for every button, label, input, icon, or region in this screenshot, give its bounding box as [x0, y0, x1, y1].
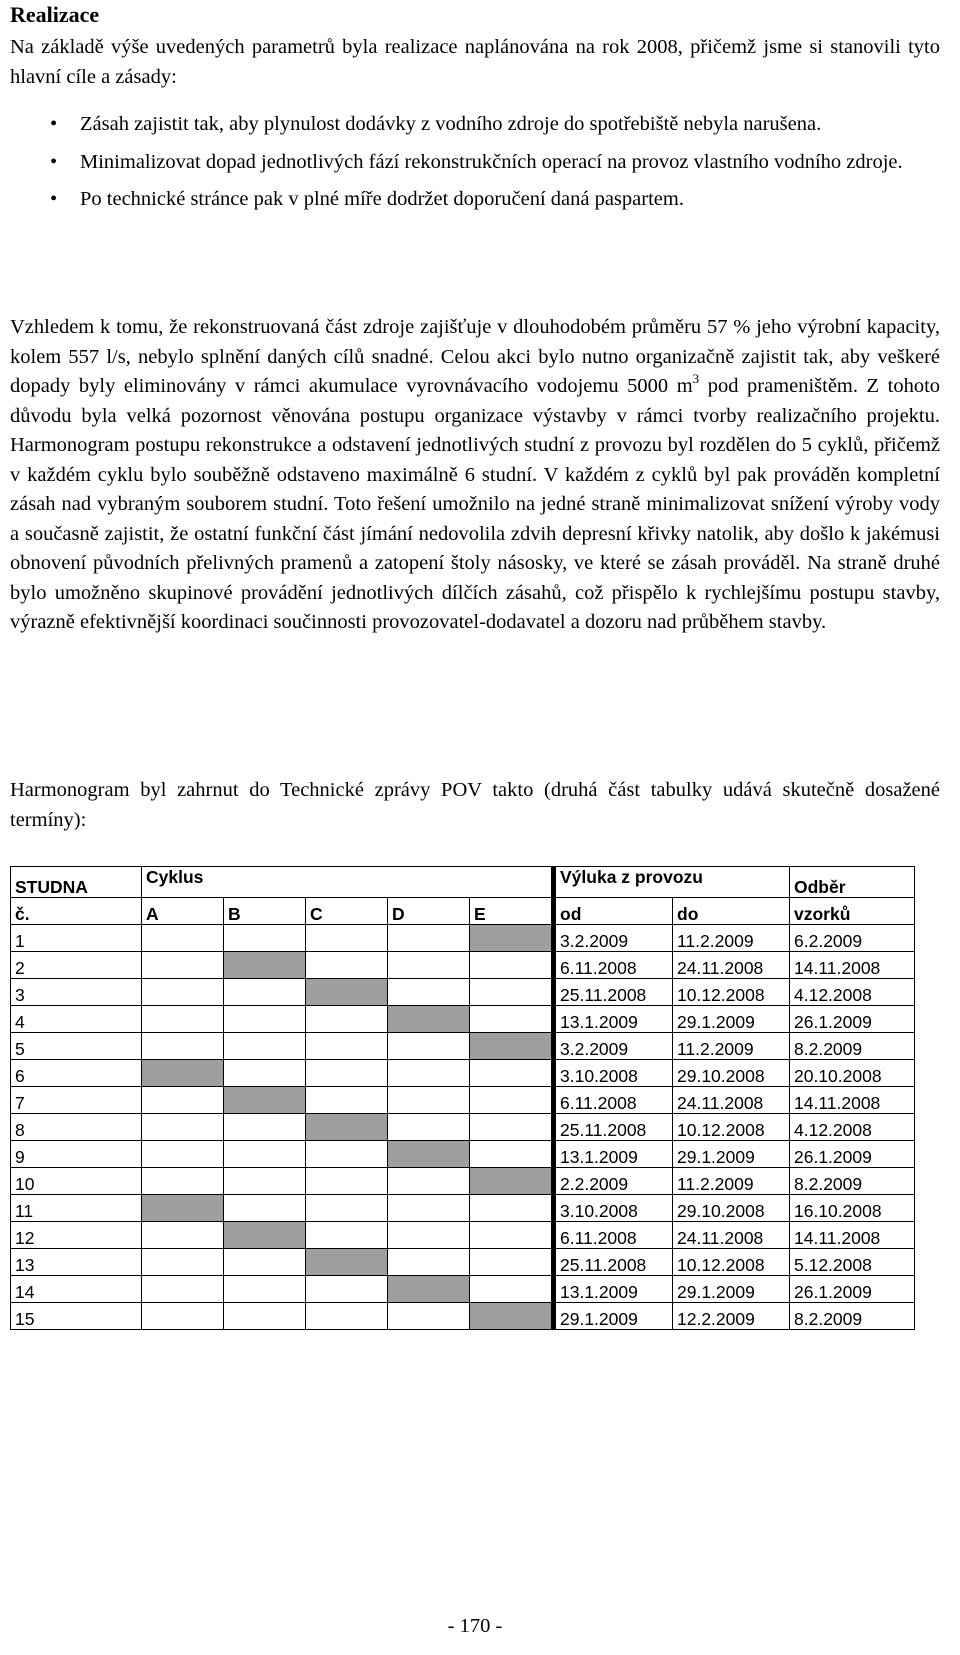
cell-cycle-d	[388, 1222, 470, 1249]
cell-cycle-b	[224, 1141, 306, 1168]
cell-odber: 26.1.2009	[790, 1276, 915, 1303]
body-text-part1: Vzhledem k tomu, že rekonstruovaná část zdroje zajišťuje v dlouhodobém průměru 57 % jeho výrobní kapacity, kolem 557 l/s, nebylo splnění daných cílů snadné. Celou akci bylo nutno organizačně zajistit tak, aby veškeré dopady byly eliminovány v rámci akumulace vyrovnávacího vodojemu 5000 m	[10, 316, 940, 397]
cell-cycle-d	[388, 1006, 470, 1033]
cell-cycle-d	[388, 1276, 470, 1303]
cell-do: 29.1.2009	[673, 1276, 790, 1303]
cell-studna: 3	[11, 979, 142, 1006]
cell-cycle-e	[470, 1087, 554, 1114]
cell-odber: 8.2.2009	[790, 1033, 915, 1060]
cell-cycle-d	[388, 1195, 470, 1222]
cell-odber: 4.12.2008	[790, 979, 915, 1006]
schedule-table	[10, 866, 915, 1330]
cell-cycle-e	[470, 1033, 554, 1060]
goal-item	[10, 148, 940, 178]
cell-cycle-d	[388, 952, 470, 979]
cell-cycle-e	[470, 952, 554, 979]
cell-cycle-d	[388, 1141, 470, 1168]
cell-do: 24.11.2008	[673, 1087, 790, 1114]
cell-cycle-b	[224, 952, 306, 979]
cell-cycle-a	[142, 1195, 224, 1222]
cell-cycle-e	[470, 1060, 554, 1087]
superscript-cubic: 3	[692, 371, 700, 386]
cell-cycle-b	[224, 1303, 306, 1330]
cell-cycle-e	[470, 1249, 554, 1276]
cell-studna: 8	[11, 1114, 142, 1141]
cell-studna: 13	[11, 1249, 142, 1276]
cell-do: 24.11.2008	[673, 1222, 790, 1249]
cell-cycle-e	[470, 1006, 554, 1033]
cell-cycle-b	[224, 1114, 306, 1141]
cell-do: 10.12.2008	[673, 979, 790, 1006]
goal-text: Zásah zajistit tak, aby plynulost dodávky z vodního zdroje do spotřebiště nebyla narušena.	[80, 113, 822, 135]
header-do: do	[673, 898, 790, 925]
header-cycle-d: D	[388, 898, 470, 925]
cell-od: 25.11.2008	[554, 1114, 673, 1141]
cell-cycle-a	[142, 1249, 224, 1276]
cell-cycle-a	[142, 952, 224, 979]
cell-od: 2.2.2009	[554, 1168, 673, 1195]
cell-cycle-b	[224, 1222, 306, 1249]
cell-cycle-a	[142, 1303, 224, 1330]
cell-cycle-b	[224, 1006, 306, 1033]
cell-do: 24.11.2008	[673, 952, 790, 979]
cell-cycle-a	[142, 1222, 224, 1249]
table-row	[11, 1303, 915, 1330]
body-text-part2: pod prameništěm. Z tohoto důvodu byla velká pozornost věnována postupu organizace výstavby v rámci tvorby realizačního projektu. Harmonogram postupu rekonstrukce a odstavení jednotlivých studní z provozu byl rozdělen do 5 cyklů, přičemž v každém cyklu bylo souběžně odstaveno maximálně 6 studní. V každém z cyklů byl pak prováděn kompletní zásah nad vybraným souborem studní. Toto řešení umožnilo na jedné straně minimalizovat snížení výroby vody a současně zajistit, že ostatní funkční část jímání nedovolila zdvih depresní křivky natolik, aby došlo k jakémusi obnovení původních přelivných pramenů a zatopení štoly násosky, ve které se zásah prováděl. Na straně druhé bylo umožněno skupinové provádění jednotlivých dílčích zásahů, což přispělo k rychlejšímu postupu stavby, výrazně efektivnější koordinaci součinnosti provozovatel-dodavatel a dozoru nad průběhem stavby.	[10, 375, 941, 633]
section-heading: Realizace	[10, 2, 100, 27]
goals-list	[10, 110, 940, 223]
goal-item	[10, 110, 940, 140]
cell-cycle-c	[306, 1303, 388, 1330]
header-cycle-c: C	[306, 898, 388, 925]
header-cycle-a: A	[142, 898, 224, 925]
cell-cycle-c	[306, 1195, 388, 1222]
table-body	[11, 925, 915, 1330]
bullet-icon: •	[50, 188, 58, 210]
cell-od: 13.1.2009	[554, 1141, 673, 1168]
cell-cycle-e	[470, 1168, 554, 1195]
cell-odber: 4.12.2008	[790, 1114, 915, 1141]
cell-cycle-c	[306, 1141, 388, 1168]
cell-od: 3.2.2009	[554, 1033, 673, 1060]
cell-cycle-c	[306, 1060, 388, 1087]
cell-do: 10.12.2008	[673, 1114, 790, 1141]
cell-odber: 16.10.2008	[790, 1195, 915, 1222]
cell-studna: 12	[11, 1222, 142, 1249]
cell-cycle-e	[470, 1141, 554, 1168]
cell-odber: 14.11.2008	[790, 1222, 915, 1249]
cell-do: 29.1.2009	[673, 1006, 790, 1033]
table-row	[11, 979, 915, 1006]
cell-do: 11.2.2009	[673, 1033, 790, 1060]
cell-studna: 10	[11, 1168, 142, 1195]
table-row	[11, 1222, 915, 1249]
page-number: - 170 -	[447, 1615, 503, 1637]
cell-odber: 14.11.2008	[790, 1087, 915, 1114]
cell-studna: 6	[11, 1060, 142, 1087]
cell-odber: 8.2.2009	[790, 1303, 915, 1330]
cell-cycle-a	[142, 1087, 224, 1114]
cell-odber: 6.2.2009	[790, 925, 915, 952]
table-row	[11, 1195, 915, 1222]
goal-text: Minimalizovat dopad jednotlivých fází rekonstrukčních operací na provoz vlastního vodního zdroje.	[80, 150, 903, 173]
cell-cycle-a	[142, 925, 224, 952]
table-subheader-row	[11, 898, 915, 925]
cell-od: 25.11.2008	[554, 1249, 673, 1276]
cell-odber: 26.1.2009	[790, 1006, 915, 1033]
cell-do: 29.10.2008	[673, 1060, 790, 1087]
cell-cycle-d	[388, 1114, 470, 1141]
cell-cycle-e	[470, 1276, 554, 1303]
cell-do: 29.1.2009	[673, 1141, 790, 1168]
header-studna-sub: č.	[11, 898, 142, 925]
cell-cycle-e	[470, 1114, 554, 1141]
table-row	[11, 1276, 915, 1303]
table-row	[11, 1033, 915, 1060]
cell-cycle-b	[224, 1195, 306, 1222]
cell-odber: 5.12.2008	[790, 1249, 915, 1276]
cell-cycle-b	[224, 1060, 306, 1087]
goal-item	[10, 185, 940, 215]
cell-cycle-c	[306, 952, 388, 979]
body-paragraph	[10, 313, 940, 638]
cell-cycle-b	[224, 1087, 306, 1114]
cell-cycle-a	[142, 979, 224, 1006]
header-cyklus: Cyklus	[142, 867, 554, 898]
cell-cycle-d	[388, 1249, 470, 1276]
cell-studna: 7	[11, 1087, 142, 1114]
cell-studna: 15	[11, 1303, 142, 1330]
cell-cycle-b	[224, 1276, 306, 1303]
bullet-icon: •	[50, 150, 58, 173]
cell-cycle-a	[142, 1276, 224, 1303]
table-row	[11, 952, 915, 979]
cell-odber: 26.1.2009	[790, 1141, 915, 1168]
cell-do: 12.2.2009	[673, 1303, 790, 1330]
cell-cycle-a	[142, 1168, 224, 1195]
cell-cycle-e	[470, 1195, 554, 1222]
goal-text: Po technické stránce pak v plné míře dodržet doporučení daná paspartem.	[80, 188, 684, 210]
cell-odber: 20.10.2008	[790, 1060, 915, 1087]
cell-cycle-e	[470, 925, 554, 952]
cell-od: 25.11.2008	[554, 979, 673, 1006]
cell-cycle-c	[306, 1168, 388, 1195]
cell-cycle-c	[306, 1222, 388, 1249]
header-vyluka: Výluka z provozu	[554, 867, 790, 898]
cell-cycle-c	[306, 1276, 388, 1303]
cell-cycle-c	[306, 979, 388, 1006]
header-cycle-b: B	[224, 898, 306, 925]
cell-studna: 4	[11, 1006, 142, 1033]
cell-cycle-e	[470, 1222, 554, 1249]
cell-studna: 14	[11, 1276, 142, 1303]
table-row	[11, 1060, 915, 1087]
header-odber-sub: vzorků	[790, 898, 915, 925]
cell-cycle-c	[306, 1006, 388, 1033]
cell-od: 13.1.2009	[554, 1276, 673, 1303]
cell-od: 6.11.2008	[554, 952, 673, 979]
cell-cycle-b	[224, 1249, 306, 1276]
cell-studna: 5	[11, 1033, 142, 1060]
bullet-icon: •	[50, 113, 58, 135]
cell-do: 29.10.2008	[673, 1195, 790, 1222]
header-od: od	[554, 898, 673, 925]
header-odber: Odběr	[790, 867, 915, 898]
cell-cycle-b	[224, 925, 306, 952]
cell-studna: 2	[11, 952, 142, 979]
header-studna: STUDNA	[11, 867, 142, 898]
cell-cycle-a	[142, 1006, 224, 1033]
cell-cycle-a	[142, 1114, 224, 1141]
cell-cycle-a	[142, 1141, 224, 1168]
cell-studna: 1	[11, 925, 142, 952]
header-cycle-e: E	[470, 898, 554, 925]
table-row	[11, 1114, 915, 1141]
table-row	[11, 1141, 915, 1168]
cell-studna: 9	[11, 1141, 142, 1168]
cell-od: 3.10.2008	[554, 1195, 673, 1222]
cell-cycle-a	[142, 1033, 224, 1060]
table-row	[11, 1168, 915, 1195]
table-row	[11, 1249, 915, 1276]
cell-od: 29.1.2009	[554, 1303, 673, 1330]
cell-cycle-c	[306, 1033, 388, 1060]
cell-cycle-e	[470, 979, 554, 1006]
cell-cycle-b	[224, 979, 306, 1006]
cell-do: 11.2.2009	[673, 925, 790, 952]
table-header-row	[11, 867, 915, 898]
cell-od: 13.1.2009	[554, 1006, 673, 1033]
cell-do: 11.2.2009	[673, 1168, 790, 1195]
cell-cycle-e	[470, 1303, 554, 1330]
cell-cycle-d	[388, 1168, 470, 1195]
cell-od: 3.2.2009	[554, 925, 673, 952]
cell-studna: 11	[11, 1195, 142, 1222]
cell-cycle-c	[306, 1087, 388, 1114]
cell-cycle-d	[388, 1060, 470, 1087]
cell-od: 6.11.2008	[554, 1087, 673, 1114]
cell-od: 6.11.2008	[554, 1222, 673, 1249]
cell-cycle-d	[388, 979, 470, 1006]
cell-cycle-d	[388, 1033, 470, 1060]
cell-odber: 8.2.2009	[790, 1168, 915, 1195]
cell-cycle-b	[224, 1168, 306, 1195]
intro-paragraph: Na základě výše uvedených parametrů byla realizace naplánována na rok 2008, přičemž jsme si stanovili tyto hlavní cíle a zásady:	[10, 36, 940, 88]
cell-do: 10.12.2008	[673, 1249, 790, 1276]
cell-cycle-d	[388, 1303, 470, 1330]
cell-cycle-a	[142, 1060, 224, 1087]
table-intro-paragraph: Harmonogram byl zahrnut do Technické zprávy POV takto (druhá část tabulky udává skutečně dosažené termíny):	[10, 779, 940, 831]
table-row	[11, 1087, 915, 1114]
cell-odber: 14.11.2008	[790, 952, 915, 979]
table-row	[11, 1006, 915, 1033]
cell-cycle-b	[224, 1033, 306, 1060]
table-row	[11, 925, 915, 952]
cell-od: 3.10.2008	[554, 1060, 673, 1087]
cell-cycle-d	[388, 1087, 470, 1114]
cell-cycle-c	[306, 1114, 388, 1141]
cell-cycle-c	[306, 925, 388, 952]
cell-cycle-c	[306, 1249, 388, 1276]
cell-cycle-d	[388, 925, 470, 952]
